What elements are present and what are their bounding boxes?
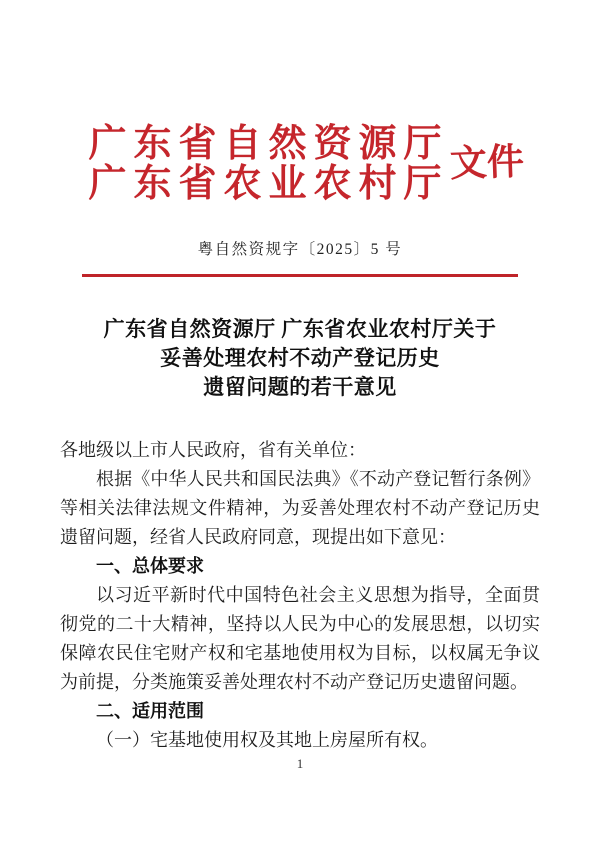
section-2-item-1: （一）宅基地使用权及其地上房屋所有权。 [96, 730, 438, 750]
page-number: 1 [296, 756, 304, 771]
agency-names [88, 123, 449, 205]
section-1-paragraph: 以习近平新时代中国特色社会主义思想为指导，全面贯彻党的二十大精神，坚持以人民为中心的发展思想，以切实保障农民住宅财产权和宅基地使用权为目标，以权属无争议为前提，分类施策妥善处理农村不动产登记历史遗留问题。 [60, 585, 540, 692]
letterhead-suffix: 文件 [448, 141, 525, 186]
section-heading-1: 一、总体要求 [96, 556, 204, 576]
red-divider-line [82, 274, 518, 277]
intro-paragraph: 根据《中华人民共和国民法典》《不动产登记暂行条例》等相关法律法规文件精神，为妥善处理农村不动产登记历史遗留问题，经省人民政府同意，现提出如下意见： [60, 469, 540, 547]
document-title-line1: 广东省自然资源厅 广东省农业农村厅关于 [103, 317, 497, 341]
document-title [0, 315, 600, 402]
agency-name-line2: 广东省农业农村厅 [88, 163, 449, 205]
section-heading-2: 二、适用范围 [96, 701, 204, 721]
agency-name-line1: 广东省自然资源厅 [88, 123, 449, 165]
salutation: 各地级以上市人民政府，省有关单位： [60, 440, 366, 460]
document-number: 粤自然资规字〔2025〕5 号 [197, 241, 403, 258]
document-title-line3: 遗留问题的若干意见 [203, 375, 397, 399]
document-body [60, 436, 540, 755]
document-title-line2: 妥善处理农村不动产登记历史 [160, 346, 440, 370]
letterhead [6, 124, 600, 204]
